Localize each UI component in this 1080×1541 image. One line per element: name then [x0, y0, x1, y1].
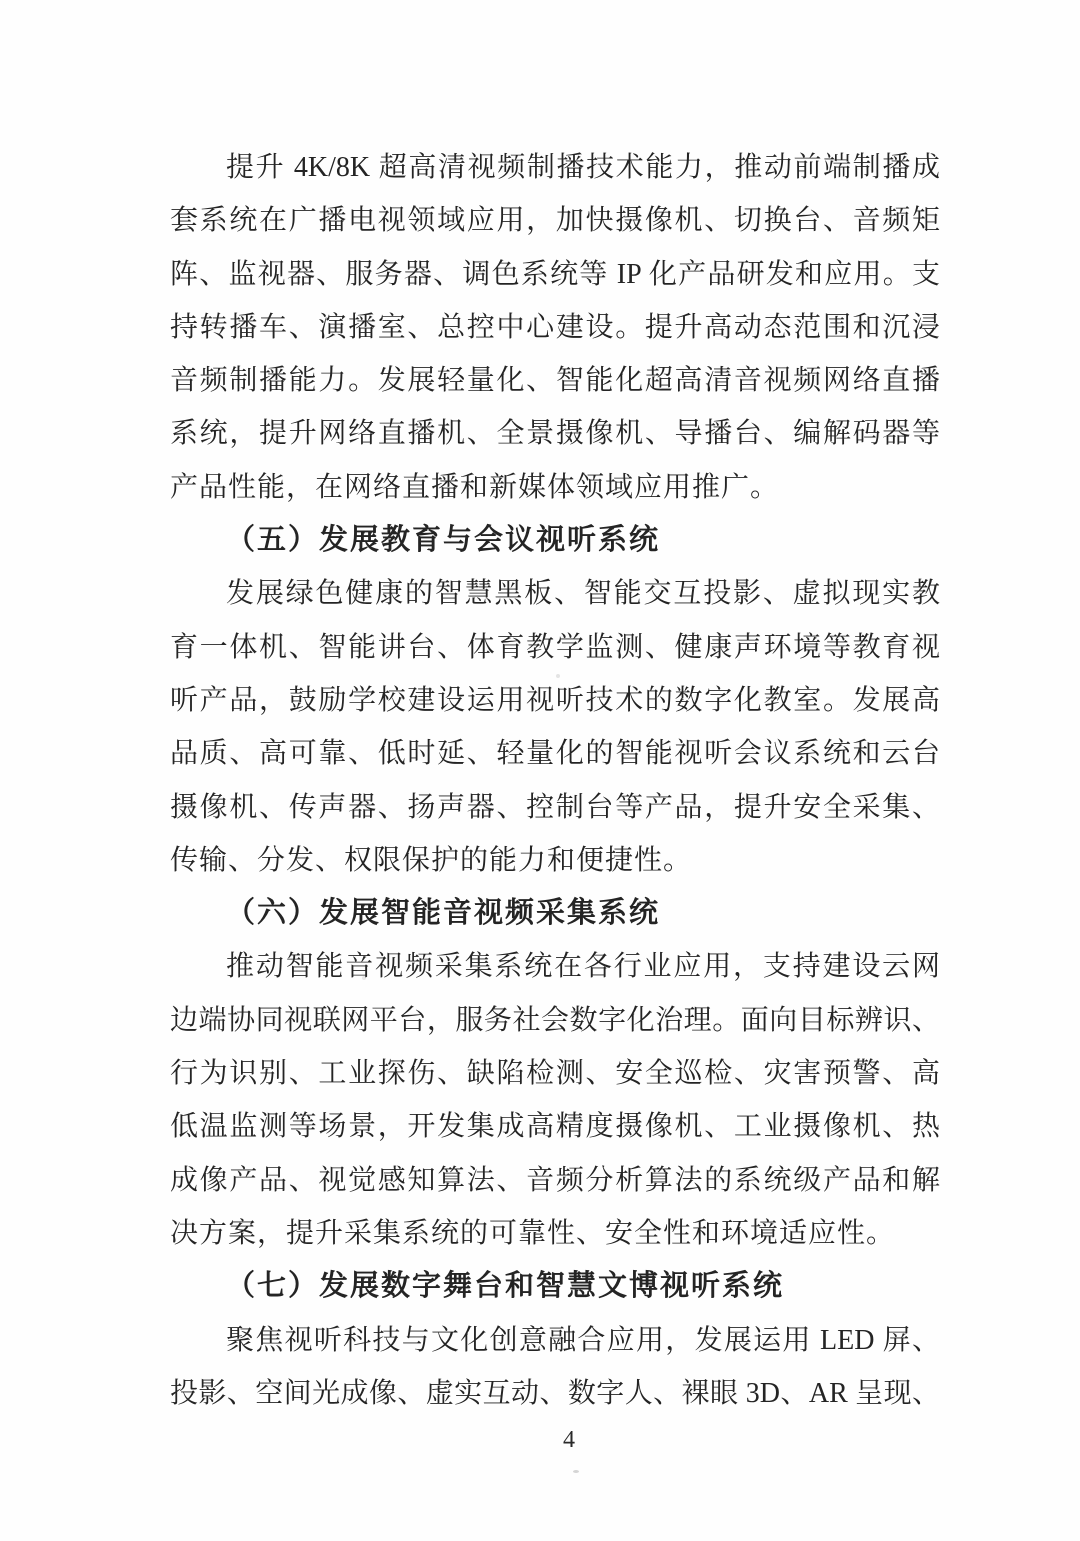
body-line: 行为识别、工业探伤、缺陷检测、安全巡检、灾害预警、高 [170, 1058, 940, 1090]
body-line: 摄像机、传声器、扬声器、控制台等产品，提升安全采集、 [170, 791, 940, 823]
body-line: 产品性能，在网络直播和新媒体领域应用推广。 [170, 471, 780, 503]
document-body [170, 141, 940, 1420]
body-line: 套系统在广播电视领域应用，加快摄像机、切换台、音频矩 [170, 205, 940, 237]
body-line: 决方案，提升采集系统的可靠性、安全性和环境适应性。 [170, 1217, 896, 1249]
body-line: 低温监测等场景，开发集成高精度摄像机、工业摄像机、热 [170, 1111, 940, 1143]
body-line: 边端协同视联网平台，服务社会数字化治理。面向目标辨识、 [170, 1004, 940, 1036]
scan-speck [573, 1470, 579, 1473]
page-number: 4 [563, 1427, 575, 1453]
body-line: 聚焦视听科技与文化创意融合应用，发展运用 LED 屏、 [226, 1324, 940, 1356]
body-line: 投影、空间光成像、虚实互动、数字人、裸眼 3D、AR 呈现、 [170, 1377, 940, 1409]
body-line: 系统，提升网络直播机、全景摄像机、导播台、编解码器等 [170, 418, 940, 450]
body-line: 持转播车、演播室、总控中心建设。提升高动态范围和沉浸 [170, 311, 940, 343]
body-line: 阵、监视器、服务器、调色系统等 IP 化产品研发和应用。支 [170, 258, 940, 290]
body-line: 音频制播能力。发展轻量化、智能化超高清音视频网络直播 [170, 365, 940, 397]
section-heading: （七）发展数字舞台和智慧文博视听系统 [226, 1270, 785, 1303]
body-line: 发展绿色健康的智慧黑板、智能交互投影、虚拟现实教 [226, 578, 940, 610]
scan-speck [362, 976, 366, 980]
body-line: 品质、高可靠、低时延、轻量化的智能视听会议系统和云台 [170, 738, 940, 770]
scan-speck [556, 674, 560, 678]
body-line: 听产品，鼓励学校建设运用视听技术的数字化教室。发展高 [170, 684, 940, 716]
body-line: 传输、分发、权限保护的能力和便捷性。 [170, 844, 693, 876]
section-heading: （六）发展智能音视频采集系统 [226, 897, 661, 930]
body-line: 推动智能音视频采集系统在各行业应用，支持建设云网 [226, 951, 940, 983]
body-line: 成像产品、视觉感知算法、音频分析算法的系统级产品和解 [170, 1164, 940, 1196]
body-line: 提升 4K/8K 超高清视频制播技术能力，推动前端制播成 [226, 152, 940, 183]
section-heading: （五）发展教育与会议视听系统 [226, 524, 661, 557]
body-line: 育一体机、智能讲台、体育教学监测、健康声环境等教育视 [170, 631, 940, 663]
